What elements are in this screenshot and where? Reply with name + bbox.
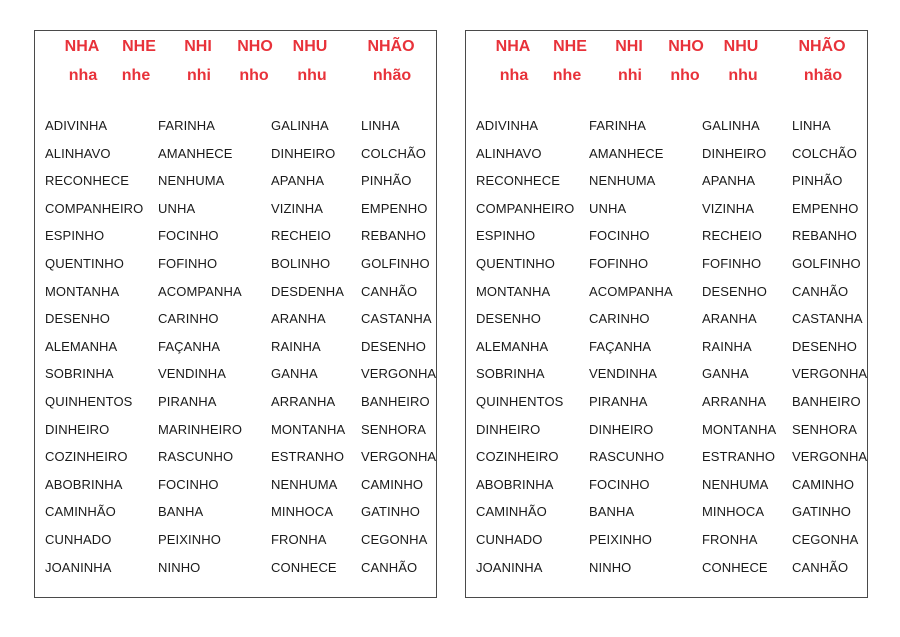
word-item: MARINHEIRO xyxy=(158,421,243,437)
word-item: GANHA xyxy=(271,366,318,382)
word-item: FAÇANHA xyxy=(589,338,652,354)
syllable-label: nho xyxy=(239,67,269,84)
word-item: RECHEIO xyxy=(702,228,762,244)
word-item: MINHOCA xyxy=(271,504,334,520)
word-item: GATINHO xyxy=(792,504,851,520)
word-row xyxy=(35,228,436,256)
word-row xyxy=(466,256,867,284)
word-item: ARANHA xyxy=(271,311,326,327)
word-item: NENHUMA xyxy=(271,476,338,492)
word-row xyxy=(466,394,867,422)
word-item: DINHEIRO xyxy=(589,421,654,437)
syllable-label: NHI xyxy=(615,38,643,55)
word-item: PINHÃO xyxy=(792,173,843,189)
word-item: SENHORA xyxy=(792,421,857,437)
word-item: CEGONHA xyxy=(792,531,859,547)
word-item: COLCHÃO xyxy=(361,145,426,161)
syllable-label: NHI xyxy=(184,38,212,55)
word-row xyxy=(35,339,436,367)
syllable-label: nho xyxy=(670,67,700,84)
word-item: PEIXINHO xyxy=(589,531,652,547)
word-item: GALINHA xyxy=(702,118,760,133)
syllable-label: NHA xyxy=(495,38,531,55)
word-item: RAINHA xyxy=(702,338,752,354)
word-item: VERGONHA xyxy=(361,449,437,465)
word-item: BANHA xyxy=(158,504,204,520)
word-item: FOCINHO xyxy=(158,228,219,244)
word-item: ABOBRINHA xyxy=(476,476,554,492)
syllable-label: NHO xyxy=(237,38,273,55)
word-item: PEIXINHO xyxy=(158,531,221,547)
word-item: FOCINHO xyxy=(589,476,650,492)
word-row xyxy=(466,201,867,229)
word-item: JOANINHA xyxy=(476,559,543,575)
word-item: CARINHO xyxy=(158,311,219,327)
word-row xyxy=(35,311,436,339)
word-item: REBANHO xyxy=(361,228,426,244)
word-row xyxy=(35,201,436,229)
word-row xyxy=(35,284,436,312)
word-item: NINHO xyxy=(589,559,632,575)
word-item: RAINHA xyxy=(271,338,321,354)
word-item: FOFINHO xyxy=(158,255,218,271)
word-row xyxy=(466,449,867,477)
word-item: SENHORA xyxy=(361,421,426,437)
word-item: EMPENHO xyxy=(792,200,859,216)
word-item: FOCINHO xyxy=(158,476,219,492)
word-row xyxy=(35,146,436,174)
word-item: ARANHA xyxy=(702,311,757,327)
word-item: ALEMANHA xyxy=(476,338,549,354)
word-item: ARRANHA xyxy=(271,393,336,409)
word-row xyxy=(35,366,436,394)
word-row xyxy=(35,422,436,450)
word-item: CEGONHA xyxy=(361,531,428,547)
word-item: VENDINHA xyxy=(589,366,657,382)
word-item: REBANHO xyxy=(792,228,857,244)
syllable-label: NHE xyxy=(553,38,587,55)
word-item: VENDINHA xyxy=(158,366,226,382)
word-list xyxy=(466,118,867,587)
word-item: ADIVINHA xyxy=(45,118,108,133)
word-row xyxy=(35,394,436,422)
word-item: CASTANHA xyxy=(361,311,432,327)
syllable-header-uppercase xyxy=(35,36,436,58)
word-item: FRONHA xyxy=(271,531,327,547)
word-item: ALINHAVO xyxy=(476,145,542,161)
word-item: CUNHADO xyxy=(476,531,543,547)
word-item: VERGONHA xyxy=(361,366,437,382)
word-item: CAMINHO xyxy=(361,476,424,492)
word-item: RECONHECE xyxy=(45,173,129,189)
word-item: GANHA xyxy=(702,366,749,382)
word-item: GALINHA xyxy=(271,118,329,133)
word-item: QUENTINHO xyxy=(45,255,124,271)
word-item: CAMINHO xyxy=(792,476,855,492)
word-item: FOFINHO xyxy=(702,255,762,271)
word-item: DESENHO xyxy=(476,311,541,327)
word-row xyxy=(466,284,867,312)
word-list xyxy=(35,118,436,587)
word-item: LINHA xyxy=(792,118,831,133)
word-item: FARINHA xyxy=(589,118,647,133)
word-item: COMPANHEIRO xyxy=(476,200,575,216)
word-item: CARINHO xyxy=(589,311,650,327)
word-item: DINHEIRO xyxy=(271,145,336,161)
word-item: AMANHECE xyxy=(158,145,233,161)
word-item: AMANHECE xyxy=(589,145,664,161)
word-item: LINHA xyxy=(361,118,400,133)
word-row xyxy=(466,146,867,174)
word-item: QUINHENTOS xyxy=(45,393,133,409)
word-item: EMPENHO xyxy=(361,200,428,216)
word-item: VIZINHA xyxy=(271,200,323,216)
word-item: DESENHO xyxy=(702,283,767,299)
syllable-label: nhu xyxy=(728,67,758,84)
word-item: CAMINHÃO xyxy=(45,504,116,520)
word-item: QUENTINHO xyxy=(476,255,555,271)
word-item: FAÇANHA xyxy=(158,338,221,354)
word-item: DINHEIRO xyxy=(476,421,541,437)
word-row xyxy=(466,560,867,588)
word-item: BOLINHO xyxy=(271,255,331,271)
word-item: CAMINHÃO xyxy=(476,504,547,520)
syllable-label: NHO xyxy=(668,38,704,55)
word-row xyxy=(466,118,867,146)
syllable-label: nhão xyxy=(372,67,412,84)
word-item: RASCUNHO xyxy=(158,449,234,465)
syllable-label: NHE xyxy=(122,38,156,55)
syllable-header-lowercase xyxy=(466,65,867,87)
syllable-header-uppercase xyxy=(466,36,867,58)
word-item: FRONHA xyxy=(702,531,758,547)
word-item: VERGONHA xyxy=(792,449,868,465)
word-item: CANHÃO xyxy=(792,559,849,575)
word-item: ALINHAVO xyxy=(45,145,111,161)
syllable-label: nhi xyxy=(187,67,211,84)
syllable-label: NHU xyxy=(292,38,328,55)
word-item: ABOBRINHA xyxy=(45,476,123,492)
word-item: BANHEIRO xyxy=(792,393,861,409)
word-item: BANHEIRO xyxy=(361,393,430,409)
word-item: ESTRANHO xyxy=(271,449,345,465)
word-item: MONTANHA xyxy=(702,421,777,437)
word-item: DINHEIRO xyxy=(45,421,110,437)
word-item: CONHECE xyxy=(271,559,337,575)
word-item: NENHUMA xyxy=(158,173,225,189)
word-item: DESDENHA xyxy=(271,283,345,299)
word-item: CANHÃO xyxy=(361,559,418,575)
word-item: GOLFINHO xyxy=(792,255,861,271)
word-item: PIRANHA xyxy=(589,393,648,409)
word-row xyxy=(35,532,436,560)
word-item: CUNHADO xyxy=(45,531,112,547)
word-item: ESPINHO xyxy=(476,228,536,244)
word-item: CANHÃO xyxy=(792,283,849,299)
word-item: RASCUNHO xyxy=(589,449,665,465)
word-row xyxy=(35,477,436,505)
word-item: ACOMPANHA xyxy=(589,283,673,299)
word-row xyxy=(35,560,436,588)
word-item: ARRANHA xyxy=(702,393,767,409)
word-item: CONHECE xyxy=(702,559,768,575)
word-row xyxy=(466,422,867,450)
word-item: UNHA xyxy=(589,200,627,216)
word-item: ACOMPANHA xyxy=(158,283,242,299)
word-item: DESENHO xyxy=(792,338,857,354)
word-item: NENHUMA xyxy=(702,476,769,492)
syllable-label: nhi xyxy=(618,67,642,84)
word-row xyxy=(466,228,867,256)
word-item: MONTANHA xyxy=(45,283,120,299)
word-item: PINHÃO xyxy=(361,173,412,189)
word-item: UNHA xyxy=(158,200,196,216)
word-item: FARINHA xyxy=(158,118,216,133)
word-row xyxy=(35,173,436,201)
word-item: SOBRINHA xyxy=(476,366,545,382)
word-item: BANHA xyxy=(589,504,635,520)
word-row xyxy=(466,339,867,367)
syllable-label: nha xyxy=(68,67,98,84)
word-item: COLCHÃO xyxy=(792,145,857,161)
syllable-label: nhão xyxy=(803,67,843,84)
word-item: GATINHO xyxy=(361,504,420,520)
syllable-label: nhu xyxy=(297,67,327,84)
syllable-header-lowercase xyxy=(35,65,436,87)
syllable-label: NHU xyxy=(723,38,759,55)
word-row xyxy=(466,532,867,560)
word-item: MONTANHA xyxy=(476,283,551,299)
word-item: NINHO xyxy=(158,559,201,575)
word-item: DESENHO xyxy=(361,338,426,354)
word-row xyxy=(35,118,436,146)
word-row xyxy=(466,366,867,394)
word-row xyxy=(466,504,867,532)
word-item: FOFINHO xyxy=(589,255,649,271)
word-item: ESTRANHO xyxy=(702,449,776,465)
word-item: APANHA xyxy=(702,173,756,189)
word-card-right xyxy=(465,30,868,598)
syllable-label: NHÃO xyxy=(367,38,415,55)
word-item: ADIVINHA xyxy=(476,118,539,133)
word-item: COZINHEIRO xyxy=(45,449,128,465)
word-item: COZINHEIRO xyxy=(476,449,559,465)
word-item: NENHUMA xyxy=(589,173,656,189)
word-item: ESPINHO xyxy=(45,228,105,244)
word-item: CANHÃO xyxy=(361,283,418,299)
word-item: JOANINHA xyxy=(45,559,112,575)
word-item: ALEMANHA xyxy=(45,338,118,354)
word-row xyxy=(35,504,436,532)
word-item: FOCINHO xyxy=(589,228,650,244)
word-card-left xyxy=(34,30,437,598)
word-item: DINHEIRO xyxy=(702,145,767,161)
word-item: CASTANHA xyxy=(792,311,863,327)
word-item: DESENHO xyxy=(45,311,110,327)
syllable-label: nhe xyxy=(552,67,582,84)
syllable-label: nha xyxy=(499,67,529,84)
word-row xyxy=(466,311,867,339)
word-item: VIZINHA xyxy=(702,200,754,216)
word-item: MINHOCA xyxy=(702,504,765,520)
word-item: RECONHECE xyxy=(476,173,560,189)
syllable-label: NHÃO xyxy=(798,38,846,55)
word-item: QUINHENTOS xyxy=(476,393,564,409)
word-item: MONTANHA xyxy=(271,421,346,437)
word-item: COMPANHEIRO xyxy=(45,200,144,216)
syllable-label: NHA xyxy=(64,38,100,55)
word-row xyxy=(35,449,436,477)
word-item: APANHA xyxy=(271,173,325,189)
word-item: SOBRINHA xyxy=(45,366,114,382)
word-row xyxy=(35,256,436,284)
word-item: RECHEIO xyxy=(271,228,331,244)
word-row xyxy=(466,173,867,201)
word-item: PIRANHA xyxy=(158,393,217,409)
word-item: GOLFINHO xyxy=(361,255,430,271)
word-row xyxy=(466,477,867,505)
syllable-label: nhe xyxy=(121,67,151,84)
word-item: VERGONHA xyxy=(792,366,868,382)
